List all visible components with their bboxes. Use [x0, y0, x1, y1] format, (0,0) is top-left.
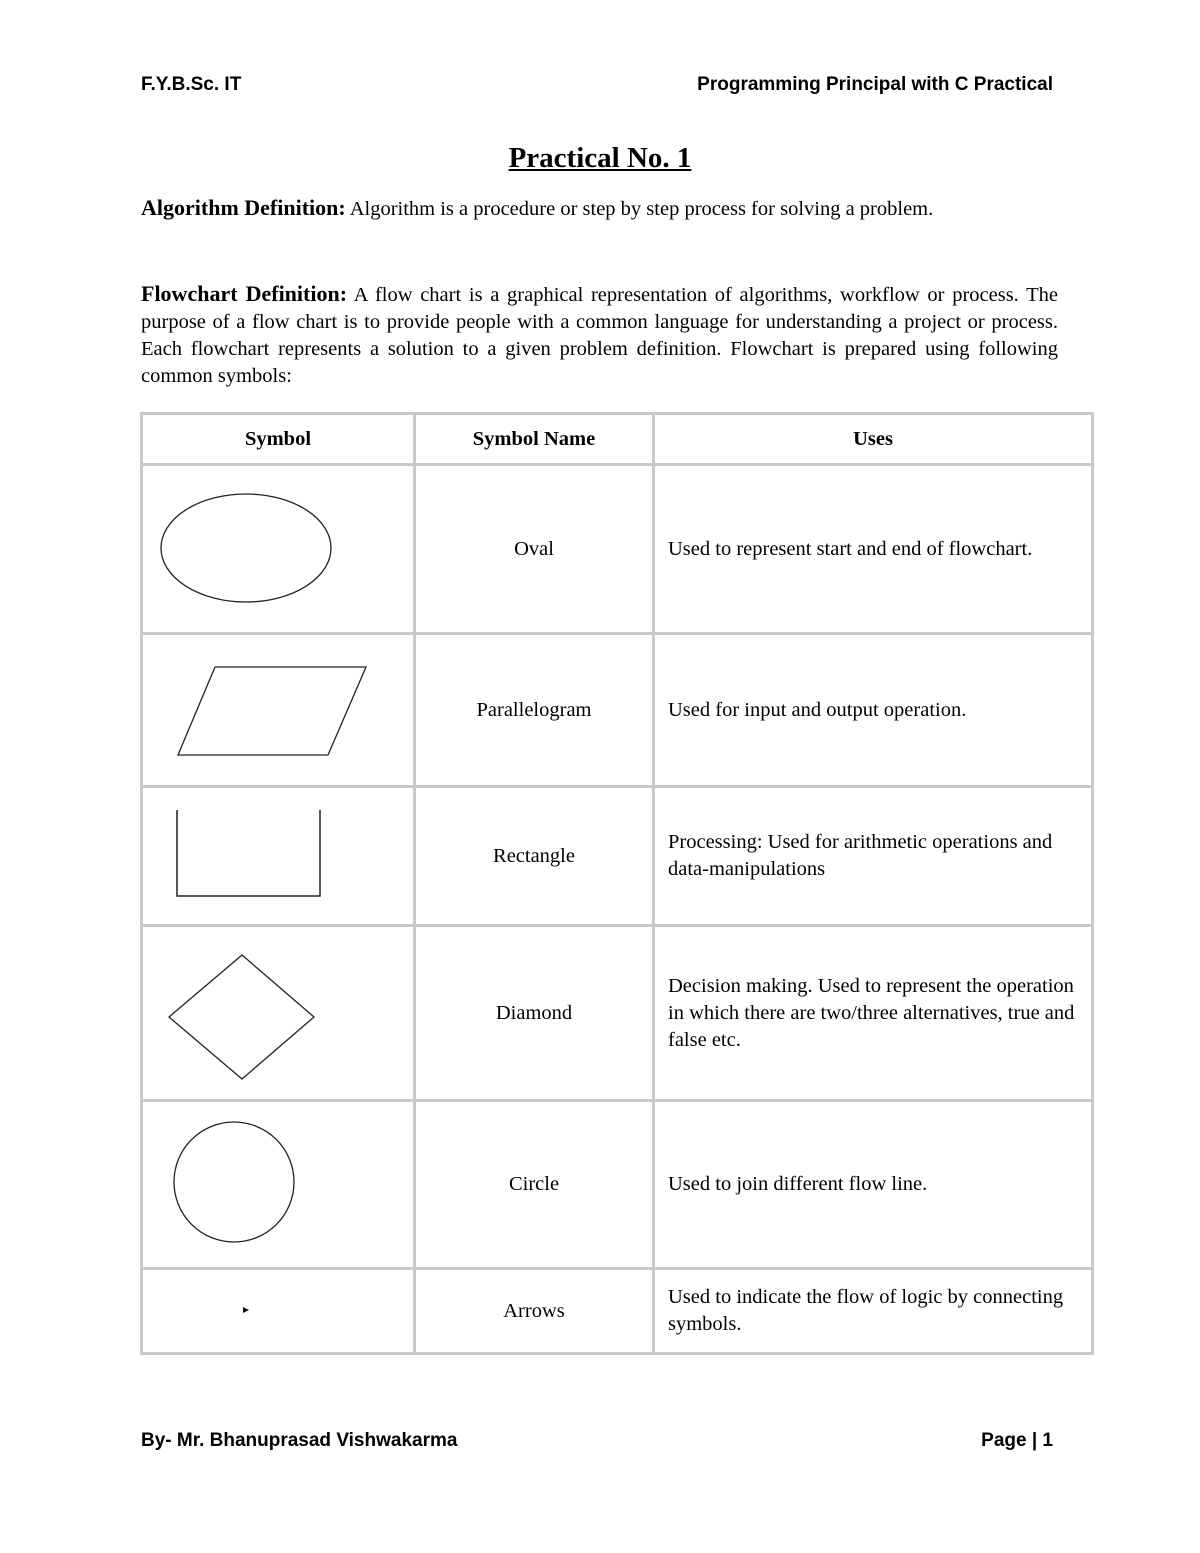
flowchart-definition: [141, 280, 1058, 390]
header-symbol-name: Symbol Name: [415, 414, 654, 465]
symbol-name-cell: Circle: [415, 1101, 654, 1269]
uses-cell: Used to represent start and end of flowchart.: [654, 465, 1093, 634]
symbol-name-cell: Arrows: [415, 1269, 654, 1354]
rectangle-symbol-icon: [143, 788, 413, 924]
symbol-name-cell: Diamond: [415, 926, 654, 1101]
uses-cell: Used to indicate the flow of logic by connecting symbols.: [654, 1269, 1093, 1354]
symbol-cell: [142, 634, 415, 787]
uses-cell: Processing: Used for arithmetic operations and data-manipulations: [654, 787, 1093, 926]
flowchart-text: A flow chart is a graphical representation of algorithms, workflow or process. The purpose of a flow chart is to provide people with a common language for understanding a project or process. Each flowchart represents a solution to a given problem definition. Flowchart is prepared using following common symbols:: [141, 284, 1058, 387]
arrow-symbol-icon: [143, 1270, 413, 1352]
table-row: [142, 465, 1093, 634]
uses-cell: Used to join different flow line.: [654, 1101, 1093, 1269]
parallelogram-symbol-icon: [143, 635, 413, 785]
header-symbol: Symbol: [142, 414, 415, 465]
symbol-cell: [142, 926, 415, 1101]
table-row: [142, 1269, 1093, 1354]
uses-cell: Used for input and output operation.: [654, 634, 1093, 787]
oval-symbol-icon: [143, 466, 413, 632]
algorithm-text: Algorithm is a procedure or step by step process for solving a problem.: [345, 198, 934, 220]
algorithm-label: Algorithm Definition:: [141, 195, 346, 220]
symbols-table: [140, 412, 1094, 1355]
symbol-cell: [142, 1269, 415, 1354]
table-row: [142, 634, 1093, 787]
table-row: [142, 787, 1093, 926]
header-course: F.Y.B.Sc. IT: [141, 74, 242, 95]
circle-symbol-icon: [143, 1102, 413, 1267]
table-row: [142, 1101, 1093, 1269]
header-subject: Programming Principal with C Practical: [697, 74, 1053, 95]
algorithm-definition: [141, 194, 1058, 223]
symbol-name-cell: Oval: [415, 465, 654, 634]
footer-author: By- Mr. Bhanuprasad Vishwakarma: [141, 1430, 458, 1451]
footer-page-number: Page | 1: [981, 1430, 1053, 1451]
symbol-cell: [142, 465, 415, 634]
uses-cell: Decision making. Used to represent the operation in which there are two/three alternatives, true and false etc.: [654, 926, 1093, 1101]
header-uses: Uses: [654, 414, 1093, 465]
symbol-name-cell: Rectangle: [415, 787, 654, 926]
table-row: [142, 926, 1093, 1101]
flowchart-label: Flowchart Definition:: [141, 281, 348, 306]
page-title: Practical No. 1: [508, 142, 692, 174]
symbol-cell: [142, 787, 415, 926]
symbol-name-cell: Parallelogram: [415, 634, 654, 787]
table-header-row: [142, 414, 1093, 465]
diamond-symbol-icon: [143, 927, 413, 1099]
symbol-cell: [142, 1101, 415, 1269]
